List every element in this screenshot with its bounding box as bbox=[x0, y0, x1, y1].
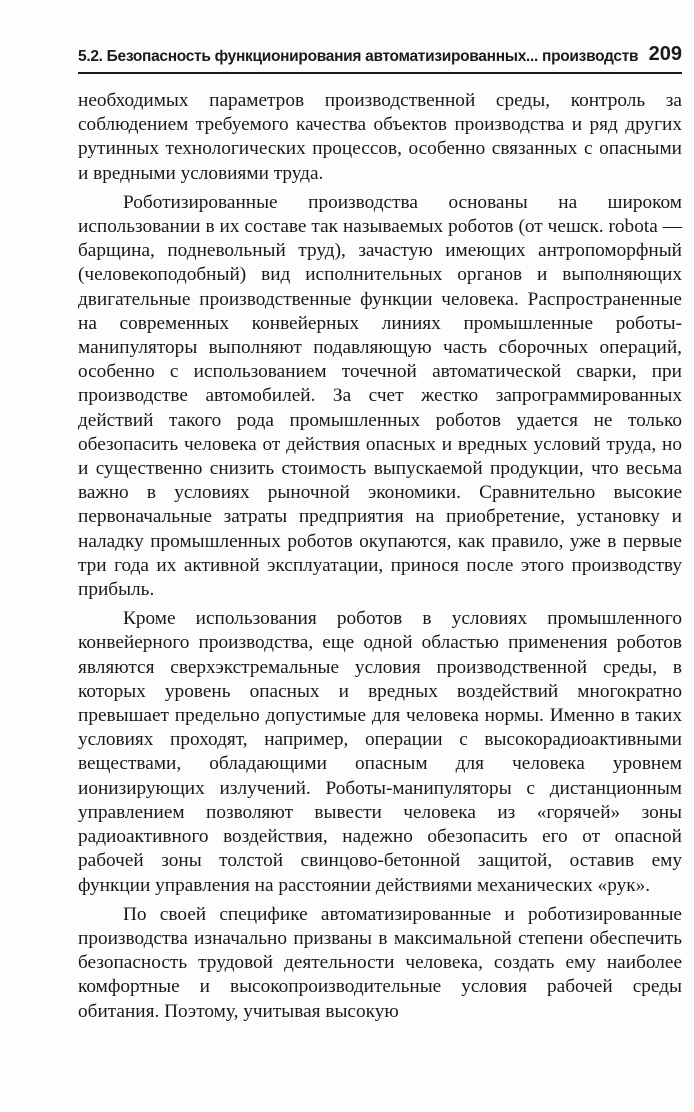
page-number: 209 bbox=[648, 43, 682, 65]
paragraph-extreme-conditions: Кроме использования роботов в условиях промышленного конвейерного производства, еще одной областью применения роботов являются сверхэкстремальные условия производственной среды, в которых уровень опасных и вредных воздействий многократно превышает предельно допустимые для человека нормы. Именно в таких условиях проходят, например, операции с высокорадиоактивными веществами, обладающими опасным для человека уровнем ионизирующих излучений. Роботы-манипуляторы с дистанционным управлением позволяют вывести человека из «горячей» зоны радиоактивного воздействия, надежно обезопасить его от опасной рабочей зоны толстой свинцово-бетонной защитой, оставив ему функции управления на расстоянии действиями механических «рук». bbox=[78, 608, 682, 896]
paragraph-robotized-production: Роботизированные производства основаны на широком использовании в их составе так называемых роботов (от чешск. robota — барщина, подневольный труд), зачастую имеющих антропоморфный (человекоподобный) вид исполнительных органов и выполняющих двигательные производственные функции человека. Распространенные на современных конвейерных линиях промышленные роботы-манипуляторы выполняют подавляющую часть сборочных операций, особенно с использованием точечной автоматической сварки, при производстве автомобилей. За счет жестко запрограммированных действий такого рода промышленных роботов удается не только обезопасить человека от действия опасных и вредных условий труда, но и существенно снизить стоимость выпускаемой продукции, что весьма важно в условиях рыночной экономики. Сравнительно высокие первоначальные затраты предприятия на приобретение, установку и наладку промышленных роботов окупаются, как правило, уже в первые три года их активной эксплуатации, принося после этого производству прибыль. bbox=[78, 191, 682, 601]
paragraph-safety-specifics: По своей специфике автоматизированные и роботизированные производства изначально призваны в максимальной степени обеспечить безопасность трудовой деятельности человека, создать ему наиболее комфортные и высокопроизводительные условия рабочей среды обитания. Поэтому, учитывая высокую bbox=[78, 903, 682, 1022]
running-head: 5.2. Безопасность функционирования автоматизированных... производств bbox=[78, 48, 639, 65]
body-text bbox=[78, 89, 682, 1024]
page-header bbox=[78, 44, 682, 74]
paragraph-continuation: необходимых параметров производственной среды, контроль за соблюдением требуемого качества объектов производства и ряд других рутинных технологических процессов, особенно связанных с опасными и вредными условиями труда. bbox=[78, 90, 682, 184]
